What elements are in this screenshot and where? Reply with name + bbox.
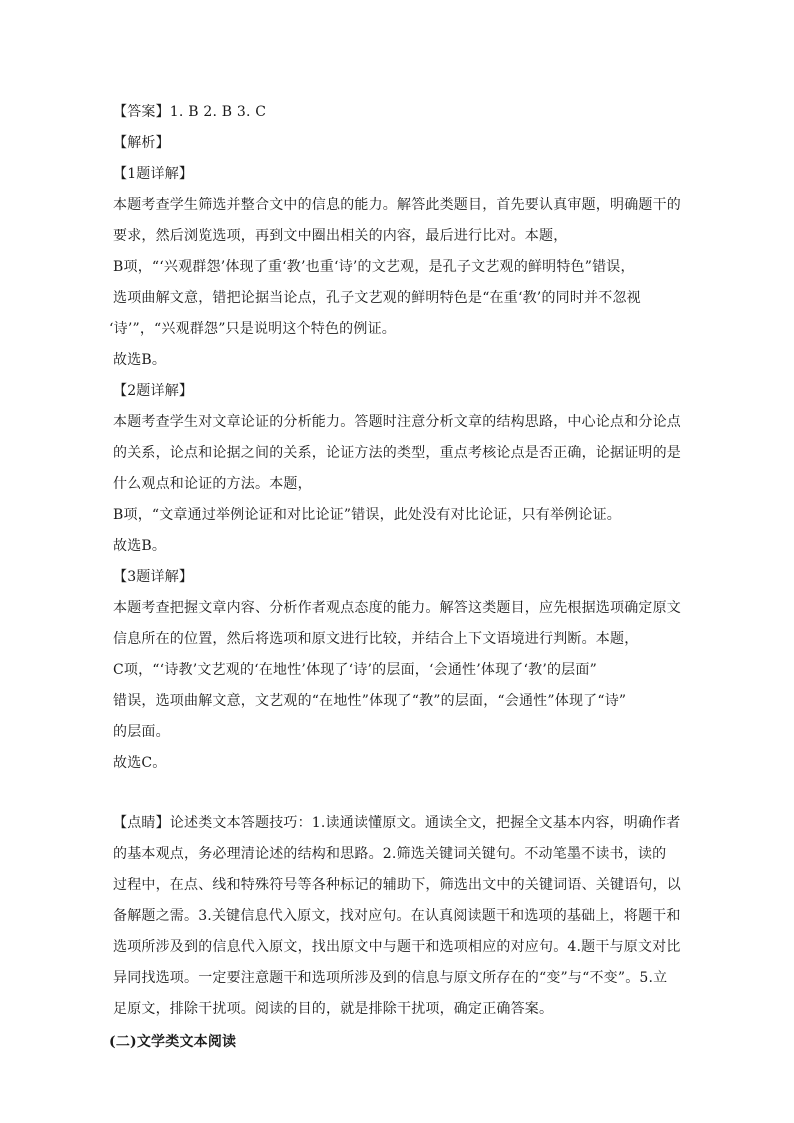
q2-heading: 【2题详解】 xyxy=(113,383,194,399)
q1-heading: 【1题详解】 xyxy=(113,166,194,182)
text-line: 选项所涉及到的信息代入原文，找出原文中与题干和选项相应的对应句。4.题干与原文对比 xyxy=(113,939,681,955)
conclusion-line: 故选B。 xyxy=(113,538,167,554)
text-line: B项，“文章通过举例论证和对比论证”错误，此处没有对比论证，只有举例论证。 xyxy=(113,507,622,523)
text-line: 本题考查把握文章内容、分析作者观点态度的能力。解答这类题目，应先根据选项确定原文 xyxy=(113,600,681,616)
conclusion-line: 故选C。 xyxy=(113,755,167,771)
text-line: 的层面。 xyxy=(113,724,170,740)
text-line: 备解题之需。3.关键信息代入原文，找对应句。在认真阅读题干和选项的基础上，将题干和 xyxy=(113,908,681,924)
text-line: 信息所在的位置，然后将选项和原文进行比较，并结合上下文语境进行判断。本题， xyxy=(113,631,639,647)
section-heading: (二)文学类文本阅读 xyxy=(109,1034,237,1050)
text-line: 要求，然后浏览选项，再到文中圈出相关的内容，最后进行比对。本题， xyxy=(113,228,568,244)
text-line: B项，“‘兴观群怨’体现了重‘教’也重‘诗’的文艺观，是孔子文艺观的鲜明特色”错误， xyxy=(113,259,635,275)
text-line: 什么观点和论证的方法。本题， xyxy=(113,476,312,492)
text-line: 异同找选项。一定要注意题干和选项所涉及到的信息与原文所存在的“变”与“不变”。5.立 xyxy=(113,970,668,986)
conclusion-line: 故选B。 xyxy=(113,352,167,368)
answer-line: 【答案】1. B 2. B 3. C xyxy=(113,104,267,120)
text-line: 选项曲解文意，错把论据当论点，孔子文艺观的鲜明特色是“在重‘教’的同时并不忽视 xyxy=(113,290,641,306)
text-line: 过程中，在点、线和特殊符号等各种标记的辅助下，筛选出文中的关键词语、关键语句，以 xyxy=(113,877,681,893)
tips-line: 【点睛】论述类文本答题技巧：1.读通读懂原文。通读全文，把握全文基本内容，明确作者 xyxy=(113,815,681,831)
text-line: 足原文，排除干扰项。阅读的目的，就是排除干扰项，确定正确答案。 xyxy=(113,1001,554,1017)
text-line: 的基本观点，务必理清论述的结构和思路。2.筛选关键词关键句。不动笔墨不读书，读的 xyxy=(113,846,667,862)
text-line: 的关系，论点和论据之间的关系，论证方法的类型，重点考核论点是否正确，论据证明的是 xyxy=(113,445,681,461)
text-line: 本题考查学生对文章论证的分析能力。答题时注意分析文章的结构思路，中心论点和分论点 xyxy=(113,414,681,430)
text-line: 错误，选项曲解文意，文艺观的“在地性”体现了“教”的层面，“会通性”体现了“诗” xyxy=(113,693,627,709)
text-line: 本题考查学生筛选并整合文中的信息的能力。解答此类题目，首先要认真审题，明确题干的 xyxy=(113,197,681,213)
analysis-heading: 【解析】 xyxy=(113,135,170,151)
q3-heading: 【3题详解】 xyxy=(113,569,194,585)
text-line: C项，“‘诗教’文艺观的‘在地性’体现了‘诗’的层面，‘会通性’体现了‘教’的层面” xyxy=(113,662,597,678)
text-line: ‘诗’”，“兴观群怨”只是说明这个特色的例证。 xyxy=(109,321,396,337)
